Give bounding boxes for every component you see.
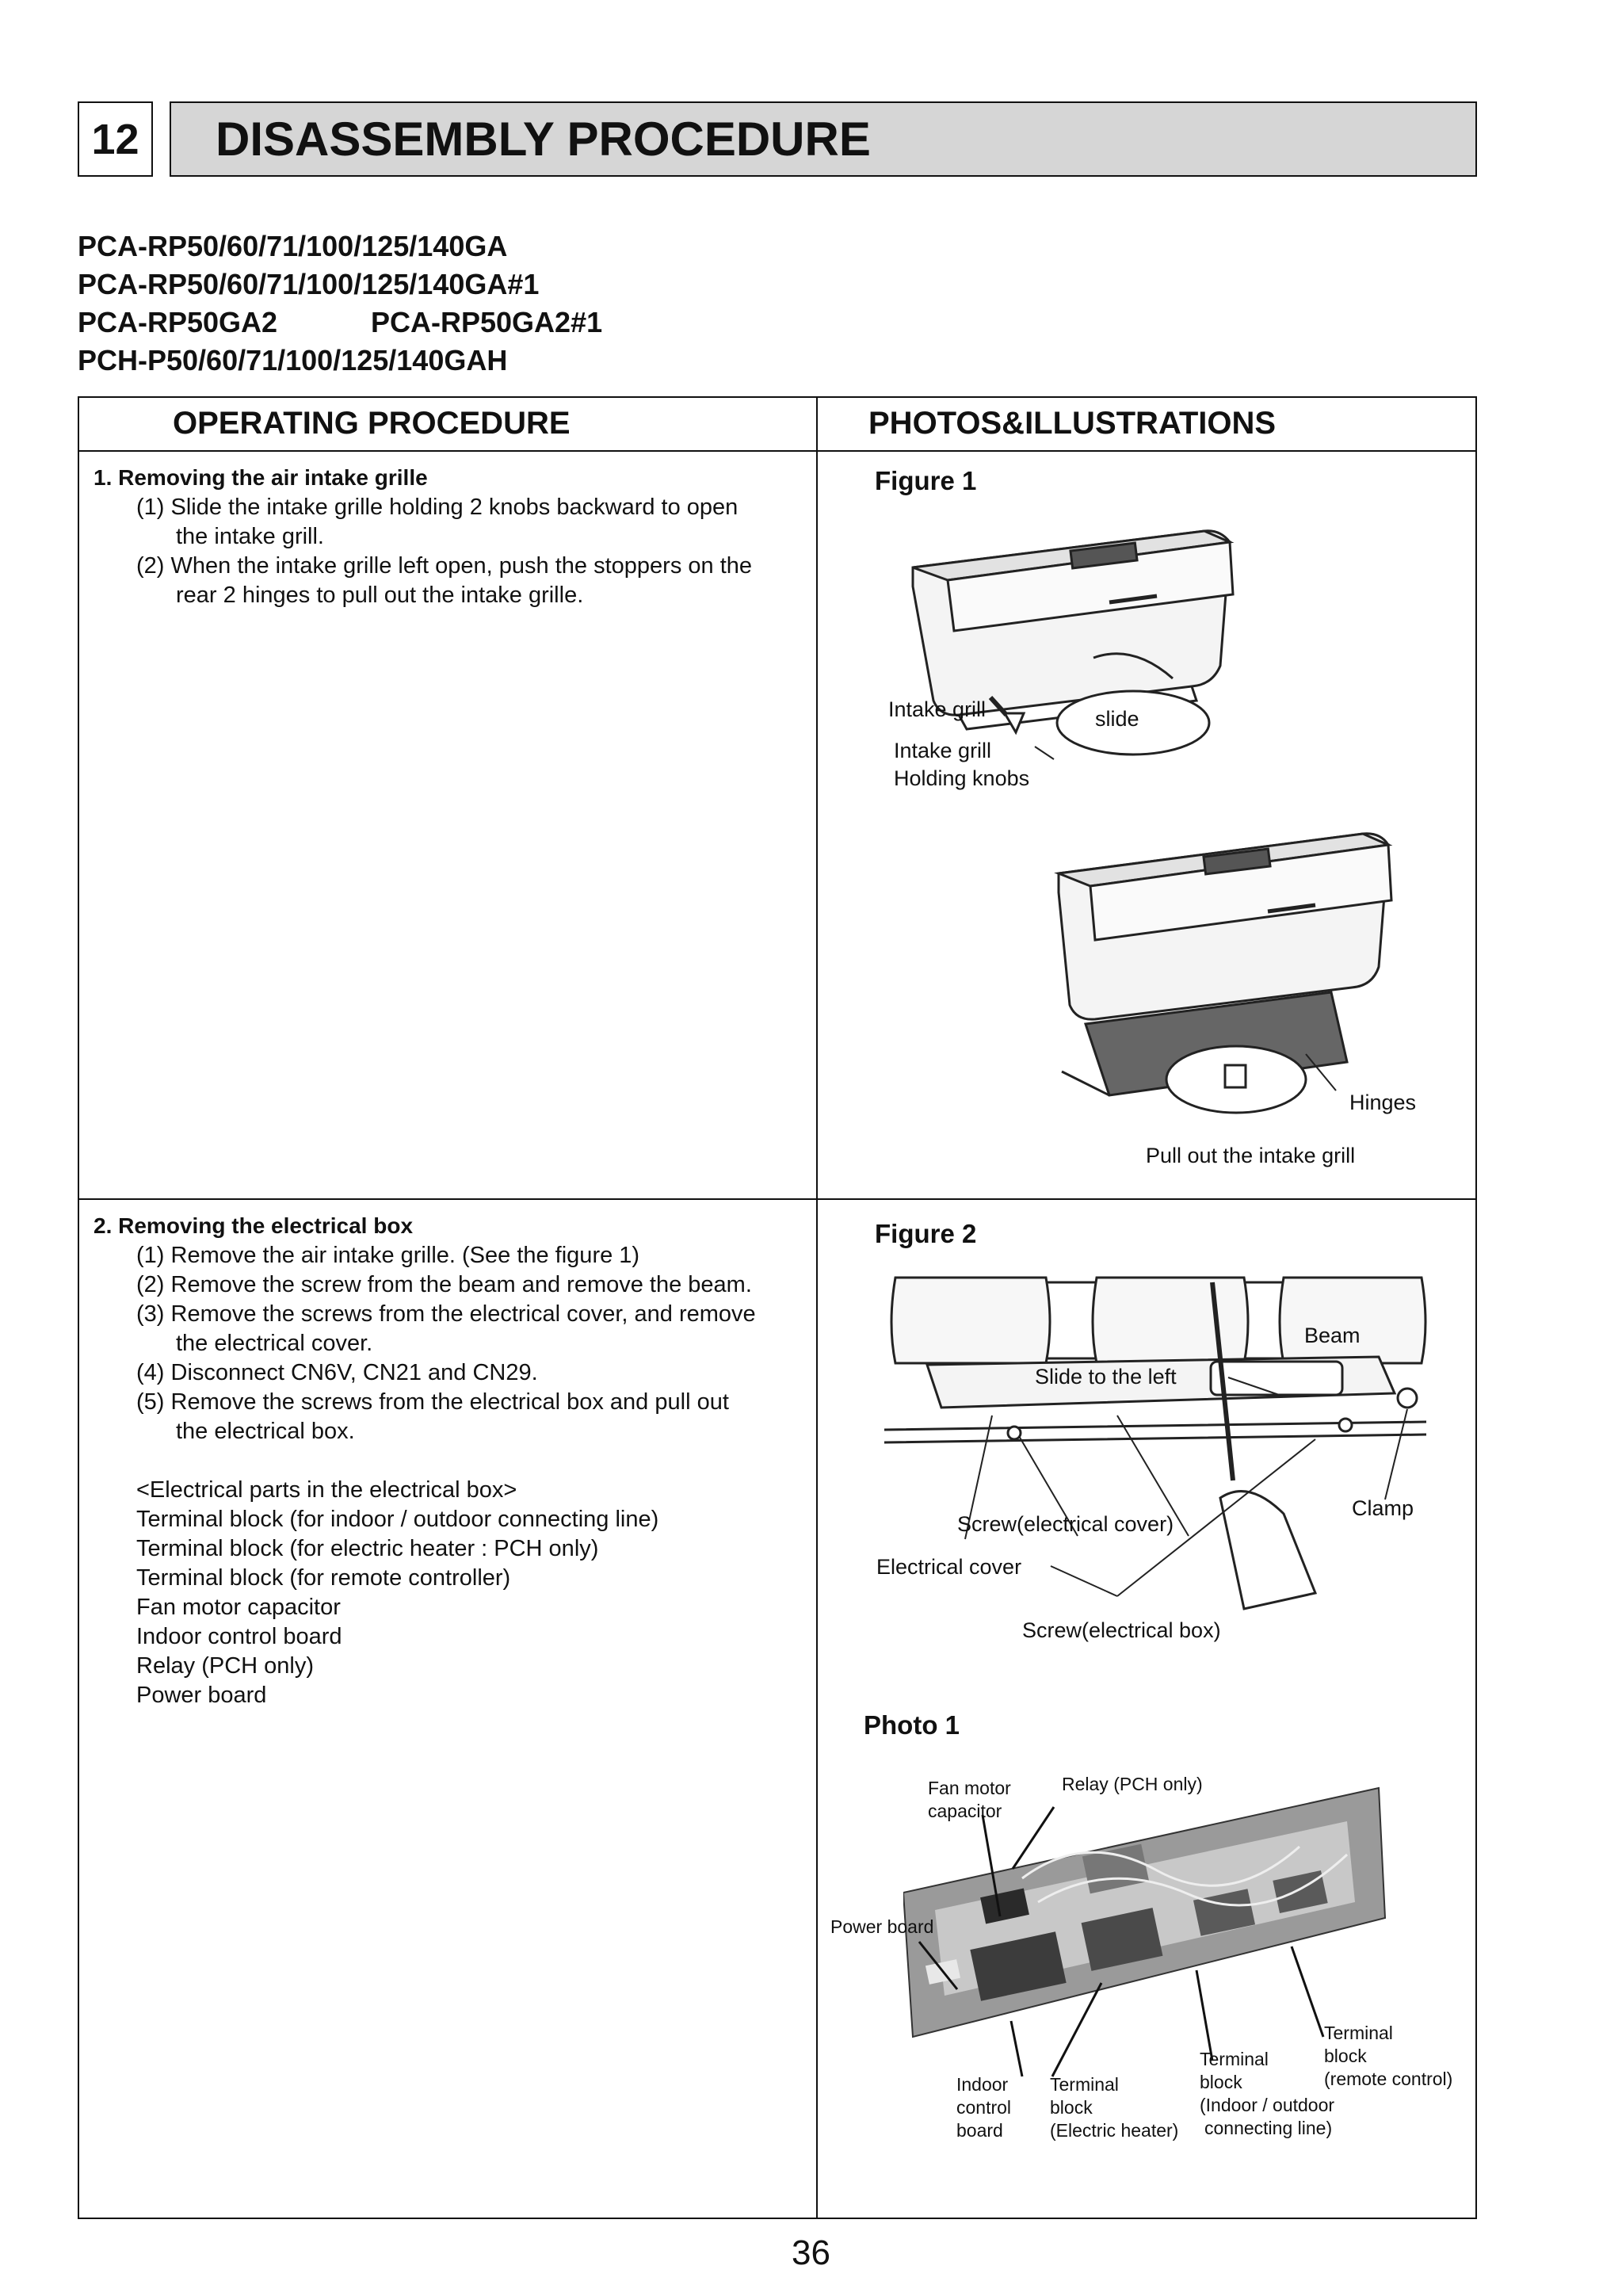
- screw-icon: [1339, 1419, 1352, 1431]
- step2-line-6: (5) Remove the screws from the electrical box and pull out: [136, 1389, 729, 1415]
- figure1-illustration: [872, 507, 1474, 1189]
- fig1-label-hinges: Hinges: [1349, 1091, 1417, 1114]
- parts-header: <Electrical parts in the electrical box>: [136, 1477, 517, 1503]
- photo1-label-rc-2: block: [1324, 2046, 1367, 2066]
- rc-block-leader: [1292, 1946, 1323, 2037]
- fig1-label-pull-out: Pull out the intake grill: [1146, 1144, 1356, 1167]
- col-header-photos: PHOTOS&ILLUSTRATIONS: [868, 406, 1277, 441]
- part-1: Terminal block (for indoor / outdoor connecting line): [136, 1507, 659, 1532]
- clamp-icon: [1398, 1389, 1417, 1408]
- photo1-label-io-1: Terminal: [1200, 2049, 1269, 2069]
- part-5: Indoor control board: [136, 1624, 342, 1649]
- model-line-4: PCH-P50/60/71/100/125/140GAH: [78, 344, 508, 376]
- part-4: Fan motor capacitor: [136, 1595, 341, 1620]
- fig2-label-electrical-cover: Electrical cover: [876, 1555, 1022, 1579]
- fig2-label-screw-box: Screw(electrical box): [1022, 1618, 1221, 1642]
- part-3: Terminal block (for remote controller): [136, 1565, 511, 1591]
- part-6: Relay (PCH only): [136, 1653, 314, 1679]
- photo1-label-power-board: Power board: [830, 1916, 934, 1937]
- indoor-board-leader: [1011, 2021, 1022, 2076]
- photo1-label-relay: Relay (PCH only): [1062, 1774, 1203, 1794]
- section-title: [170, 101, 1477, 177]
- photo1-label-rc-1: Terminal: [1324, 2023, 1393, 2043]
- photo1-label-indoor-3: board: [956, 2120, 1003, 2141]
- photo1-label-fan-motor-1: Fan motor: [928, 1778, 1011, 1798]
- fig1-label-intake-grill: Intake grill: [888, 697, 987, 721]
- step1-title: 1. Removing the air intake grille: [94, 465, 428, 490]
- fig1-label-knobs-1: Intake grill: [894, 739, 992, 762]
- photo1-label-io-4: connecting line): [1204, 2118, 1333, 2138]
- step1-line-1: (1) Slide the intake grille holding 2 knobs backward to open: [136, 495, 738, 520]
- photo1-label-io-2: block: [1200, 2072, 1242, 2092]
- row-divider: [78, 1198, 1477, 1200]
- step2-line-5: (4) Disconnect CN6V, CN21 and CN29.: [136, 1360, 538, 1385]
- step2-line-2: (2) Remove the screw from the beam and remove the beam.: [136, 1272, 752, 1297]
- relay-leader: [1013, 1807, 1054, 1869]
- model-line-3b: PCA-RP50GA2#1: [371, 306, 603, 338]
- step2-line-1: (1) Remove the air intake grille. (See the figure 1): [136, 1243, 640, 1268]
- figure2-title: Figure 2: [875, 1219, 977, 1248]
- fig2-label-clamp: Clamp: [1352, 1496, 1414, 1520]
- photo1-label-fan-motor-2: capacitor: [928, 1801, 1002, 1821]
- hand-icon: [1220, 1492, 1315, 1609]
- photo1-title: Photo 1: [864, 1710, 960, 1740]
- figure1-title: Figure 1: [875, 466, 977, 495]
- part-7: Power board: [136, 1683, 267, 1708]
- step2-line-3: (3) Remove the screws from the electrical cover, and remove: [136, 1301, 756, 1327]
- section-number: 12: [78, 101, 153, 177]
- step1-line-3: (2) When the intake grille left open, push the stoppers on the: [136, 553, 753, 579]
- photo1-label-indoor-2: control: [956, 2097, 1012, 2118]
- fig2-label-slide-left: Slide to the left: [1035, 1365, 1177, 1389]
- fan-casing: [891, 1278, 1425, 1363]
- step2-line-7: the electrical box.: [176, 1419, 355, 1444]
- step1-line-2: the intake grill.: [176, 524, 324, 549]
- step2-line-4: the electrical cover.: [176, 1331, 373, 1356]
- part-2: Terminal block (for electric heater : PCH only): [136, 1536, 599, 1561]
- model-line-2: PCA-RP50/60/71/100/125/140GA#1: [78, 268, 540, 300]
- step2-title: 2. Removing the electrical box: [94, 1213, 414, 1238]
- photo1-leaders: [824, 1775, 1482, 2108]
- photo1-label-heater-3: (Electric heater): [1050, 2120, 1179, 2141]
- capacitor-leader: [983, 1815, 1000, 1916]
- photo1-label-io-3: (Indoor / outdoor: [1200, 2095, 1335, 2115]
- step1-line-4: rear 2 hinges to pull out the intake grille.: [176, 583, 584, 608]
- col-header-operating: OPERATING PROCEDURE: [173, 406, 571, 441]
- photo1-label-rc-3: (remote control): [1324, 2069, 1453, 2089]
- io-block-leader: [1196, 1970, 1212, 2061]
- photo1-label-heater-2: block: [1050, 2097, 1093, 2118]
- photo1-label-heater-1: Terminal: [1050, 2074, 1119, 2095]
- hinge-icon: [1225, 1065, 1246, 1087]
- fig2-label-beam: Beam: [1304, 1324, 1361, 1347]
- intake-leader: [1035, 747, 1054, 759]
- screw-icon: [1008, 1427, 1021, 1439]
- fig1-label-slide: slide: [1095, 707, 1139, 731]
- slide-arrow-icon: [1005, 713, 1024, 732]
- section-title-text: DISASSEMBLY PROCEDURE: [216, 113, 871, 166]
- fig1-label-knobs-2: Holding knobs: [894, 766, 1030, 790]
- model-line-3a: PCA-RP50GA2: [78, 306, 278, 338]
- heater-block-leader: [1052, 1983, 1101, 2076]
- header-divider: [78, 450, 1477, 452]
- fig2-label-screw-cover: Screw(electrical cover): [957, 1512, 1174, 1536]
- column-divider: [816, 396, 818, 2219]
- power-board-leader: [919, 1942, 957, 1989]
- page-number: 36: [792, 2233, 830, 2272]
- figure2-illustration: [872, 1260, 1474, 1656]
- photo1-label-indoor-1: Indoor: [956, 2074, 1009, 2095]
- model-line-1: PCA-RP50/60/71/100/125/140GA: [78, 230, 508, 262]
